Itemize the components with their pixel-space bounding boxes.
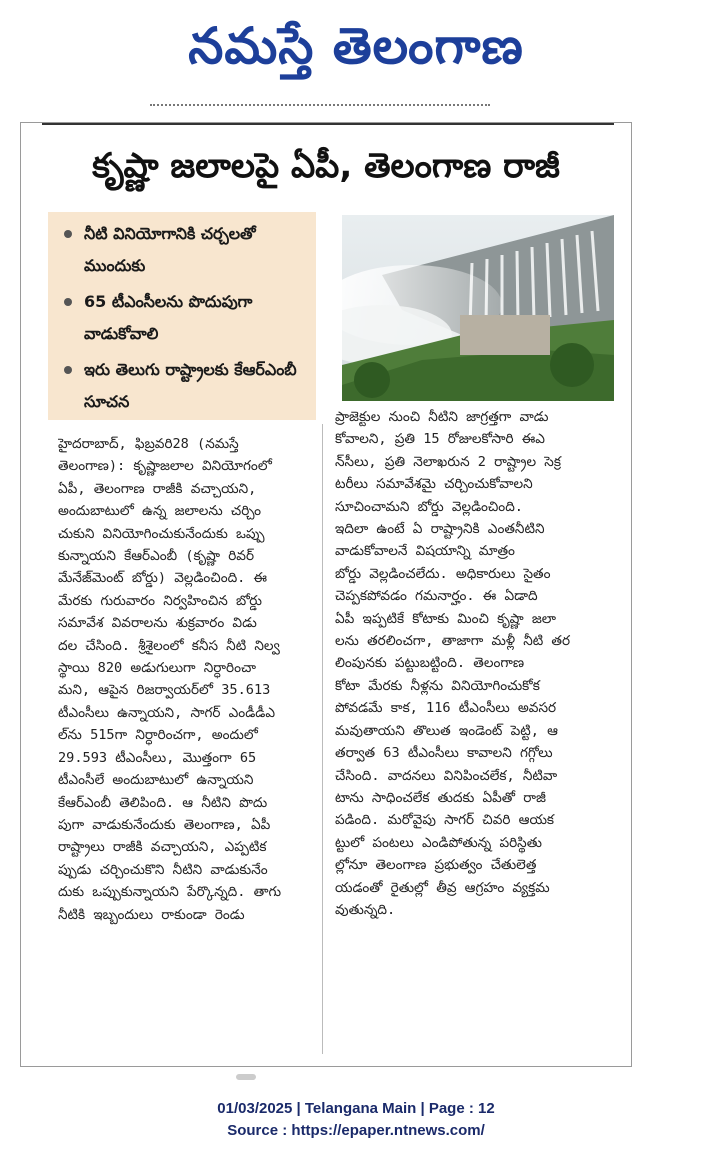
body-line: హైదరాబాద్, ఫిబ్రవరి28 (నమస్తే bbox=[58, 436, 239, 452]
masthead-dotted-rule bbox=[150, 98, 490, 106]
body-line: స్థాయి 820 అడుగులుగా నిర్ధారించా bbox=[58, 660, 256, 677]
highlight-item bbox=[62, 218, 306, 282]
body-line: తెలంగాణ): కృష్ణాజలాల వినియోగంలో bbox=[58, 458, 272, 475]
article-body-right-column bbox=[335, 406, 617, 921]
dam-spillway-photo bbox=[342, 215, 614, 401]
body-line: కేఆర్ఎంబీ తెలిపింది. ఆ నీటిని పొదు bbox=[58, 794, 268, 811]
body-line: చుకుని వినియోగించుకునేందుకు ఒప్పు bbox=[58, 525, 265, 542]
body-line: లింపునకు పట్టుబట్టింది. తెలంగాణ bbox=[335, 655, 525, 672]
body-line: టీఎంసీలే అందుబాటులో ఉన్నాయని bbox=[58, 772, 254, 789]
highlight-item bbox=[62, 286, 306, 350]
body-line: మేనేజ్‌మెంట్ బోర్డు) వెల్లడించింది. ఈ bbox=[58, 570, 268, 587]
body-line: మేరకు గురువారం నిర్వహించిన బోర్డు bbox=[58, 592, 263, 609]
body-line: ప్రాజెక్టుల నుంచి నీటిని జాగ్రత్తగా వాడు bbox=[335, 409, 549, 425]
body-line: లను తరలించగా, తాజాగా మళ్లీ నీటి తర bbox=[335, 633, 571, 650]
body-line: బోర్డు వెల్లడించలేదు. అధికారులు సైతం bbox=[335, 565, 551, 582]
body-line: నీటికి ఇబ్బందులు రాకుండా రెండు bbox=[58, 906, 245, 923]
body-line: కున్నాయని కేఆర్ఎంబీ (కృష్ణా రివర్ bbox=[58, 548, 255, 565]
body-line: పుగా వాడుకునేందుకు తెలంగాణ, ఏపీ bbox=[58, 816, 271, 833]
body-line: సూచించామని బోర్డు వెల్లడించింది. bbox=[335, 498, 523, 515]
body-line: కోవాలని, ప్రతి 15 రోజులకోసారి ఈఎ bbox=[335, 431, 545, 448]
body-line: ఇదిలా ఉంటే ఏ రాష్ట్రానికి ఎంతనీటిని bbox=[335, 521, 545, 538]
body-line: అందుబాటులో ఉన్న జలాలను చర్చిం bbox=[58, 503, 262, 520]
body-line: ఏపీ ఇప్పటికే కోటాకు మించి కృష్ణా జలా bbox=[335, 610, 557, 627]
body-line: పడింది. మరోవైపు సాగర్ చివరి ఆయక bbox=[335, 812, 555, 829]
body-line: తర్వాత 63 టీఎంసీలు కావాలని గగ్గోలు bbox=[335, 745, 553, 762]
body-line: పోవడమే కాక, 116 టీఎంసీలు అవసర bbox=[335, 700, 557, 717]
body-line: మవుతాయని తొలుత ఇండెంట్ పెట్టి, ఆ bbox=[335, 722, 558, 739]
body-line: చేసింది. వాదనలు వినిపించలేక, నీటివా bbox=[335, 767, 558, 784]
body-line: ప్పుడు చర్చించుకొని నీటిని వాడుకునేం bbox=[58, 861, 268, 878]
body-line: ల్లోనూ తెలంగాణ ప్రభుత్వం చేతులెత్త bbox=[335, 857, 537, 874]
body-line: న్‌సీలు, ప్రతి నెలాఖరున 2 రాష్ట్రాల సెక్ర bbox=[335, 453, 561, 470]
bullet-icon bbox=[64, 230, 72, 238]
highlight-text: నీటి వినియోగానికి చర్చలతో ముందుకు bbox=[84, 224, 256, 275]
body-line: వుతున్నది. bbox=[335, 901, 396, 918]
body-line: ట్టులో పంటలు ఎండిపోతున్న పరిస్థితు bbox=[335, 834, 542, 851]
edition-info: 01/03/2025 | Telangana Main | Page : 12 bbox=[217, 1100, 495, 1117]
body-line: కోటా మేరకు నీళ్లను వినియోగించుకోక bbox=[335, 677, 540, 694]
highlights-box bbox=[48, 212, 316, 420]
highlight-text: ఇరు తెలుగు రాష్ట్రాలకు కేఆర్‌ఎంబీ సూచన bbox=[84, 360, 297, 411]
column-divider bbox=[322, 424, 323, 1054]
body-line: దుకు ఒప్పుకున్నాయని పేర్కొన్నది. తాగు bbox=[58, 884, 282, 901]
article-body-left-column bbox=[58, 433, 315, 926]
body-line: ఏపీ, తెలంగాణ రాజీకి వచ్చాయని, bbox=[58, 480, 257, 497]
body-line: సమావేశ వివరాలను శుక్రవారం విడు bbox=[58, 615, 257, 632]
clip-bottom-mark bbox=[236, 1074, 256, 1080]
body-line: వాడుకోవాలనే విషయాన్ని మాత్రం bbox=[335, 543, 515, 560]
bullet-icon bbox=[64, 366, 72, 374]
body-line: రాష్ట్రాలు రాజీకి వచ్చాయని, ఎప్పటిక bbox=[58, 839, 267, 856]
source-link[interactable]: Source : https://epaper.ntnews.com/ bbox=[227, 1122, 485, 1139]
body-line: 29.593 టీఎంసీలు, మొత్తంగా 65 bbox=[58, 749, 257, 766]
body-line: దల చేసింది. శ్రీశైలంలో కనీస నీటి నిల్వ bbox=[58, 637, 280, 654]
body-line: ల్‌ను 515గా నిర్ధారించగా, అందులో bbox=[58, 727, 258, 744]
page-footer bbox=[0, 1098, 712, 1142]
body-line: టాను సాధించలేక తుదకు ఏపీతో రాజీ bbox=[335, 789, 546, 806]
highlight-text: 65 టీఎంసీలను పొదుపుగా వాడుకోవాలి bbox=[84, 292, 253, 343]
body-line: చెప్పకపోవడం గమనార్హం. ఈ ఏడాది bbox=[335, 588, 538, 605]
masthead bbox=[0, 0, 712, 92]
highlight-item bbox=[62, 354, 306, 418]
body-line: యడంతో రైతుల్లో తీవ్ర ఆగ్రహం వ్యక్తమ bbox=[335, 879, 550, 896]
newspaper-logo: నమస్తే తెలంగాణ bbox=[188, 17, 524, 75]
body-line: టీఎంసీలు ఉన్నాయని, సాగర్ ఎండీడీఎ bbox=[58, 704, 275, 721]
article-top-rule bbox=[42, 123, 614, 125]
dam-photo-illustration bbox=[342, 215, 614, 401]
article-headline: కృష్ణా జలాలపై ఏపీ, తెలంగాణ రాజీ bbox=[92, 146, 560, 186]
bullet-icon bbox=[64, 298, 72, 306]
body-line: మని, ఆపైన రిజర్వాయర్‌లో 35.613 bbox=[58, 682, 271, 699]
body-line: టరీలు సమావేశమై చర్చించుకోవాలని bbox=[335, 476, 533, 493]
